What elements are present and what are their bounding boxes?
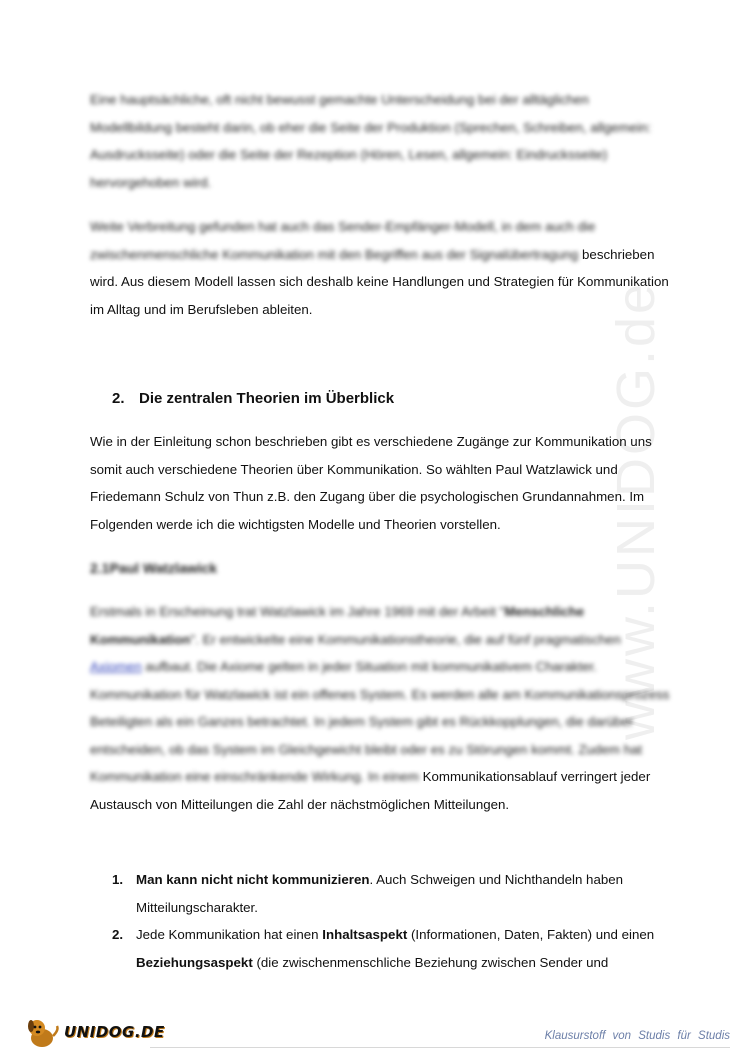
- section-title: Die zentralen Theorien im Überblick: [139, 390, 395, 407]
- axiom-bold: Inhaltsaspekt: [322, 927, 408, 942]
- sender-paragraph-blurred: Weite Verbreitung gefunden hat auch das Sender-Empfänger-Modell, in dem auch die zwischenmenschliche Kommunikation mit den Begriffen aus der Signalübertragung: [90, 219, 596, 262]
- axiom-number: 2.: [112, 927, 124, 942]
- axiom-text: (die zwischenmenschliche Beziehung zwischen Sender und: [252, 954, 609, 970]
- sender-paragraph-visible: beschrieben wird. Aus diesem Modell lassen sich deshalb keine Handlungen und Strategien für Kommunikation im Alltag und im Berufsleben ableiten.: [90, 246, 669, 317]
- sender-receiver-paragraph: [90, 213, 670, 323]
- axioms-list: [90, 866, 670, 976]
- footer-tagline: Klausurstoff von Studis für Studis: [544, 1030, 730, 1042]
- watermark: www.UNIDOG.de: [606, 280, 666, 740]
- intro-paragraph: Eine hauptsächliche, oft nicht bewusst gemachte Unterscheidung bei der alltäglichen Modellbildung besteht darin, ob eher die Seite der Produktion (Sprechen, Schreiben, allgemein: Ausdrucksseite) oder die Seite der Rezeption (Hören, Lesen, allgemein: Eindrucksseite) hervorgehoben wird.: [90, 92, 652, 190]
- watzlawick-visible: Kommunikationsablauf verringert jeder Austausch von Mitteilungen die Zahl der nächstmöglichen Mitteilungen.: [90, 769, 651, 812]
- watzlawick-paragraph: [90, 598, 670, 818]
- axiom-bold: Man kann nicht nicht kommunizieren: [136, 872, 370, 887]
- watzlawick-blurred-2: ". Er entwickelte eine Kommunikationstheorie, die auf fünf pragmatischen: [190, 631, 621, 647]
- axiom-number: 1.: [112, 872, 124, 887]
- watzlawick-work-title: Menschliche Kommunikation: [90, 604, 585, 647]
- logo-text: UNIDOG.DE: [64, 1023, 165, 1041]
- axiom-bold: Beziehungsaspekt: [136, 954, 253, 970]
- axiom-item: [90, 921, 670, 976]
- unidog-logo[interactable]: [22, 1014, 165, 1050]
- dog-icon: [22, 1014, 62, 1050]
- subsection-heading: 2.1Paul Watzlawick: [90, 560, 218, 576]
- footer-divider: [150, 1047, 730, 1048]
- watzlawick-blurred-3: aufbaut. Die Axiome gelten in jeder Situation mit kommunikativem Charakter. Kommunikation für Watzlawick ist ein offenes System. Es werden alle am Kommunikationsprozess Beteiligten als ein Ganzes betrachtet. In jedem System gibt es Rückkopplungen, die darüber entscheiden, ob das System im Gleichgewicht bleibt oder es zu Störungen kommt. Zudem hat Kommunikation eine einschränkende Wirkung. In einem: [90, 659, 670, 784]
- axiom-text: . Auch Schweigen und Nichthandeln haben Mitteilungscharakter.: [136, 872, 624, 915]
- theories-intro-paragraph: Wie in der Einleitung schon beschrieben gibt es verschiedene Zugänge zur Kommunikation uns somit auch verschiedene Theorien über Kommunikation. So wählten Paul Watzlawick und Friedemann Schulz von Thun z.B. den Zugang über die psychologischen Grundannahmen. Im Folgenden werde ich die wichtigsten Modelle und Theorien vorstellen.: [90, 434, 652, 532]
- watzlawick-blurred-1: Erstmals in Erscheinung trat Watzlawick im Jahre 1969 mit der Arbeit ": [90, 604, 505, 619]
- axiom-text: (Informationen, Daten, Fakten) und einen: [407, 927, 655, 942]
- section-number: 2.: [112, 390, 125, 407]
- section-heading: [112, 390, 394, 407]
- axioms-link[interactable]: Axiomen: [90, 659, 142, 674]
- axiom-text: Jede Kommunikation hat einen: [136, 927, 323, 942]
- axiom-item: [90, 866, 670, 921]
